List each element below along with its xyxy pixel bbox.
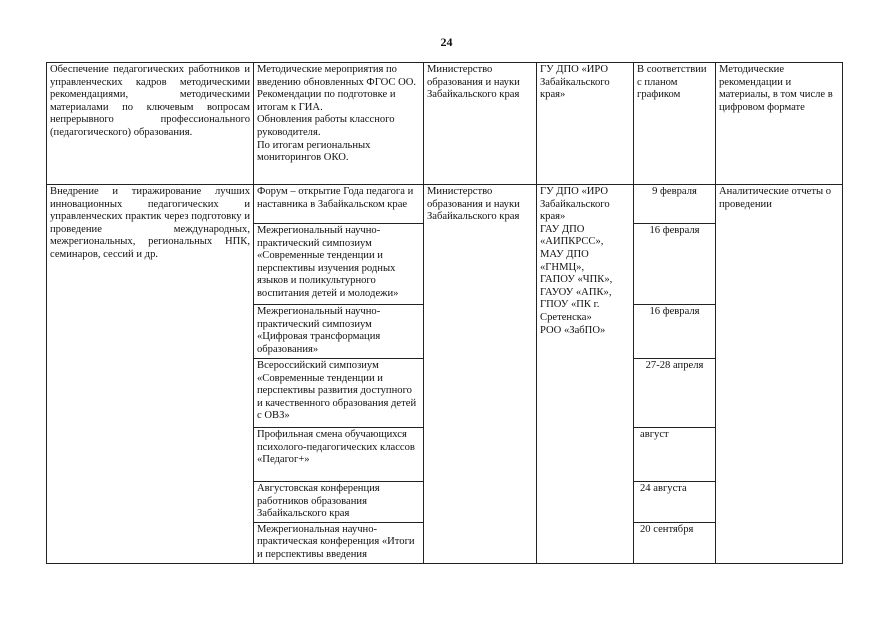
direction-cell: Обеспечение педагогических работников и управленческих кадров методическими рекомендациями, методическими материалами по ключевым вопросам непрерывного профессионального (педагогического) образования. xyxy=(47,63,254,185)
responsible-cell: Министерство образования и науки Забайкальского края xyxy=(424,63,537,185)
event-date-cell: 20 сентября xyxy=(634,522,716,563)
page-number: 24 xyxy=(440,35,453,49)
event-date-cell: 9 февраля xyxy=(634,185,716,224)
deadline-cell: В соответствии с планом графиком xyxy=(634,63,716,185)
result-cell: Аналитические отчеты о проведении xyxy=(716,185,843,564)
responsible-cell: Министерство образования и науки Забайкальского края xyxy=(424,185,537,564)
activity-cell: Методические мероприятия по введению обновленных ФГОС ОО. Рекомендации по подготовке и итогам к ГИА. Обновления работы классного руководителя. По итогам региональных мониторингов ОКО. xyxy=(254,63,424,185)
executors-cell: ГУ ДПО «ИРО Забайкальского края» xyxy=(537,63,634,185)
event-date-cell: 16 февраля xyxy=(634,224,716,305)
event-name-cell: Августовская конференция работников образования Забайкальского края xyxy=(254,482,424,523)
event-date-cell: 27-28 апреля xyxy=(634,359,716,428)
result-cell: Методические рекомендации и материалы, в том числе в цифровом формате xyxy=(716,63,843,185)
table-row xyxy=(47,63,843,185)
event-date-cell: 16 февраля xyxy=(634,305,716,359)
event-date-cell: 24 августа xyxy=(634,482,716,523)
executors-cell: ГУ ДПО «ИРО Забайкальского края» ГАУ ДПО «АИПКРСС», МАУ ДПО «ГНМЦ», ГАПОУ «ЧПК», ГАУОУ «АПК», ГПОУ «ПК г. Сретенска» РОО «ЗабПО» xyxy=(537,185,634,564)
table-row xyxy=(47,185,843,224)
event-name-cell: Межрегиональный научно-практический симпозиум «Современные тенденции и перспективы изучения родных языков и поликультурного воспитания детей и молодежи» xyxy=(254,224,424,305)
event-name-cell: Форум – открытие Года педагога и наставника в Забайкальском крае xyxy=(254,185,424,224)
event-name-cell: Всероссийский симпозиум «Современные тенденции и перспективы развития доступного и качественного образования детей с ОВЗ» xyxy=(254,359,424,428)
plan-table xyxy=(46,62,843,564)
event-name-cell: Межрегиональный научно-практический симпозиум «Цифровая трансформация образования» xyxy=(254,305,424,359)
event-date-cell: август xyxy=(634,428,716,482)
event-name-cell: Межрегиональная научно-практическая конференция «Итоги и перспективы введения xyxy=(254,522,424,563)
direction-cell: Внедрение и тиражирование лучших инновационных педагогических и управленческих практик через подготовку и проведение международных, межрегиональных, региональных НПК, семинаров, сессий и др. xyxy=(47,185,254,564)
event-name-cell: Профильная смена обучающихся психолого-педагогических классов «Педагог+» xyxy=(254,428,424,482)
